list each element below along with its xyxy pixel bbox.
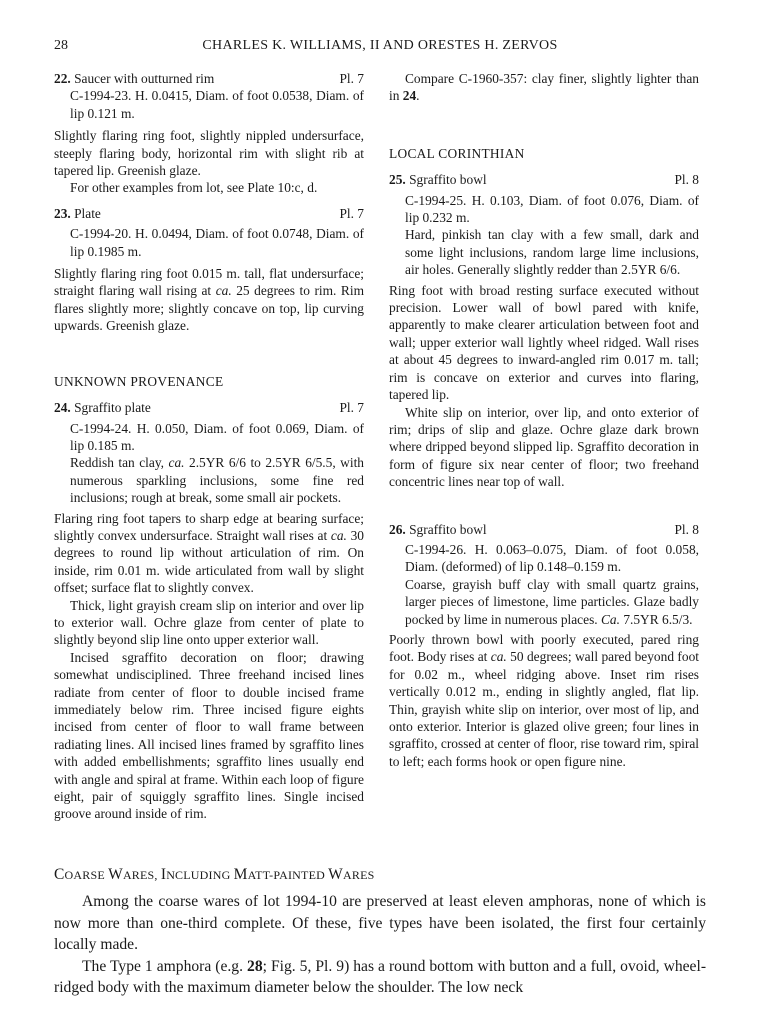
entry-24-decoration: Incised sgraffito decoration on floor; drawing somewhat undisciplined. Three freehand incised lines radiate from center of floor to double incised frame immediately below rim. Three incised figure eights incised from center of floor to wall frame between radiating lines. All incised lines framed by sgraffito lines with added embellishments; sgraffito lines usually end with angle and spiral at frame. Within each loop of figure eight, pair of squiggly sgraffito lines. Single incised groove around inside of rim. bbox=[54, 649, 364, 822]
plate-ref: Pl. 7 bbox=[339, 205, 364, 221]
heading-local-corinthian: LOCAL CORINTHIAN bbox=[389, 145, 525, 161]
entry-22-description: Slightly flaring ring foot, slightly nippled undersurface, steeply flaring body, horizontal rim with slight rib at tapered lip. Greenish glaze. bbox=[54, 128, 364, 179]
section-heading: COARSE WARES, INCLUDING MATT-PAINTED WARES bbox=[54, 866, 375, 883]
plate-ref: Pl. 8 bbox=[674, 172, 699, 188]
entry-24-registration: C-1994-24. H. 0.050, Diam. of foot 0.069, Diam. of lip 0.185 m. bbox=[70, 420, 364, 453]
entry-24-header bbox=[54, 399, 364, 416]
left-column bbox=[54, 70, 364, 823]
entry-title: Plate bbox=[70, 205, 101, 221]
entry-title: Sgraffito bowl bbox=[405, 521, 487, 537]
plate-ref: Pl. 8 bbox=[674, 521, 699, 537]
entry-25-header bbox=[389, 171, 699, 188]
entry-number: 24. bbox=[54, 400, 71, 416]
entry-24-form: Flaring ring foot tapers to sharp edge at bearing surface; slightly convex undersurface. Straight wall rises at ca. 30 degrees to round lip without articulation of rim. On inside, rim 0.01 m. wide articulated from wall by slight offset; surface flat to slightly convex. bbox=[54, 510, 364, 596]
body-paragraph-1: Among the coarse wares of lot 1994-10 are preserved at least eleven amphoras, none of which is now more than one-third complete. Of these, five types have been isolated, the first four certainly locally made. bbox=[54, 893, 706, 954]
heading-unknown-provenance: UNKNOWN PROVENANCE bbox=[54, 373, 224, 389]
body-text bbox=[54, 891, 706, 999]
entry-25-clay: Hard, pinkish tan clay with a few small, dark and some light inclusions, random large lime inclusions, air holes. Generally slightly redder than 2.5YR 6/6. bbox=[405, 227, 699, 278]
entry-22-registration: C-1994-23. H. 0.0415, Diam. of foot 0.0538, Diam. of lip 0.121 m. bbox=[70, 88, 364, 121]
page-number: 28 bbox=[54, 38, 68, 53]
entry-23-registration: C-1994-20. H. 0.0494, Diam. of foot 0.0748, Diam. of lip 0.1985 m. bbox=[70, 226, 364, 259]
entry-26-registration: C-1994-26. H. 0.063–0.075, Diam. of foot 0.058, Diam. (deformed) of lip 0.148–0.159 m. bbox=[405, 541, 699, 575]
entry-25-decoration: White slip on interior, over lip, and onto exterior of rim; drips of slip and glaze. Ochre glaze dark brown where dripped beyond slipped lip. Sgraffito decoration in form of figure six near center of floor; two freehand concentric lines near top of wall. bbox=[389, 404, 699, 490]
entry-24-slip: Thick, light grayish cream slip on interior and over lip to exterior wall. Ochre glaze from center of plate to slightly beyond slip line onto upper exterior wall. bbox=[54, 597, 364, 648]
entry-26-clay: Coarse, grayish buff clay with small quartz grains, larger pieces of limestone, lime particles. Glaze badly pocked by lime in numerous places. Ca. 7.5YR 6.5/3. bbox=[405, 576, 699, 627]
entry-number: 23. bbox=[54, 205, 71, 221]
entry-22-header bbox=[54, 70, 364, 87]
entry-26-description: Poorly thrown bowl with poorly executed, pared ring foot. Body rises at ca. 50 degrees; wall pared beyond foot for 0.02 m., wheel ridging above. Inset rim rises vertically 0.012 m., ending in slightly angled, flat lip. Thin, grayish white slip on interior, over most of lip, and onto exterior. Interior is glazed olive green; four lines in sgraffito, crossed at center of floor, rise toward rim, spiral to left; each forms hook or open figure nine. bbox=[389, 631, 699, 769]
entry-23-header bbox=[54, 205, 364, 222]
entry-25-form: Ring foot with broad resting surface executed without precision. Lower wall of bowl pared with knife, apparently to make clearer articulation between foot and wall; upper exterior wall lightly wheel ridged. Wall rises at about 45 degrees to inward-angled rim 0.017 m. tall; rim is concave on exterior and curves into flaring, tapered lip. bbox=[389, 282, 699, 403]
body-paragraph-2: The Type 1 amphora (e.g. 28; Fig. 5, Pl. 9) has a round bottom with button and a full, ovoid, wheel-ridged body with the maximum diameter below the shoulder. The low neck bbox=[54, 957, 707, 997]
entry-title: Sgraffito bowl bbox=[405, 172, 487, 188]
entry-title: Sgraffito plate bbox=[70, 400, 151, 416]
entry-25-registration: C-1994-25. H. 0.103, Diam. of foot 0.076, Diam. of lip 0.232 m. bbox=[405, 192, 699, 226]
plate-ref: Pl. 7 bbox=[339, 71, 364, 86]
entry-title: Saucer with outturned rim bbox=[70, 71, 215, 86]
entry-number: 26. bbox=[389, 521, 406, 537]
entry-number: 25. bbox=[389, 172, 406, 188]
entry-24-clay: Reddish tan clay, ca. 2.5YR 6/6 to 2.5YR 6/5.5, with numerous sparkling inclusions, some fine red inclusions; rough at break, some small air pockets. bbox=[70, 455, 364, 506]
entry-22-note: For other examples from lot, see Plate 10:c, d. bbox=[70, 180, 318, 196]
right-column bbox=[389, 70, 699, 770]
entry-26-header bbox=[389, 521, 699, 538]
running-head bbox=[54, 38, 706, 58]
running-title: CHARLES K. WILLIAMS, II AND ORESTES H. ZERVOS bbox=[202, 38, 558, 53]
compare-note: Compare C-1960-357: clay finer, slightly lighter than in 24. bbox=[389, 71, 699, 104]
entry-23-description: Slightly flaring ring foot 0.015 m. tall, flat undersurface; straight flaring wall rising at ca. 25 degrees to rim. Rim flares slightly more; slightly concave on top, lip curving upwards. Greenish glaze. bbox=[54, 266, 364, 334]
plate-ref: Pl. 7 bbox=[339, 400, 364, 416]
entry-number: 22. bbox=[54, 71, 71, 86]
